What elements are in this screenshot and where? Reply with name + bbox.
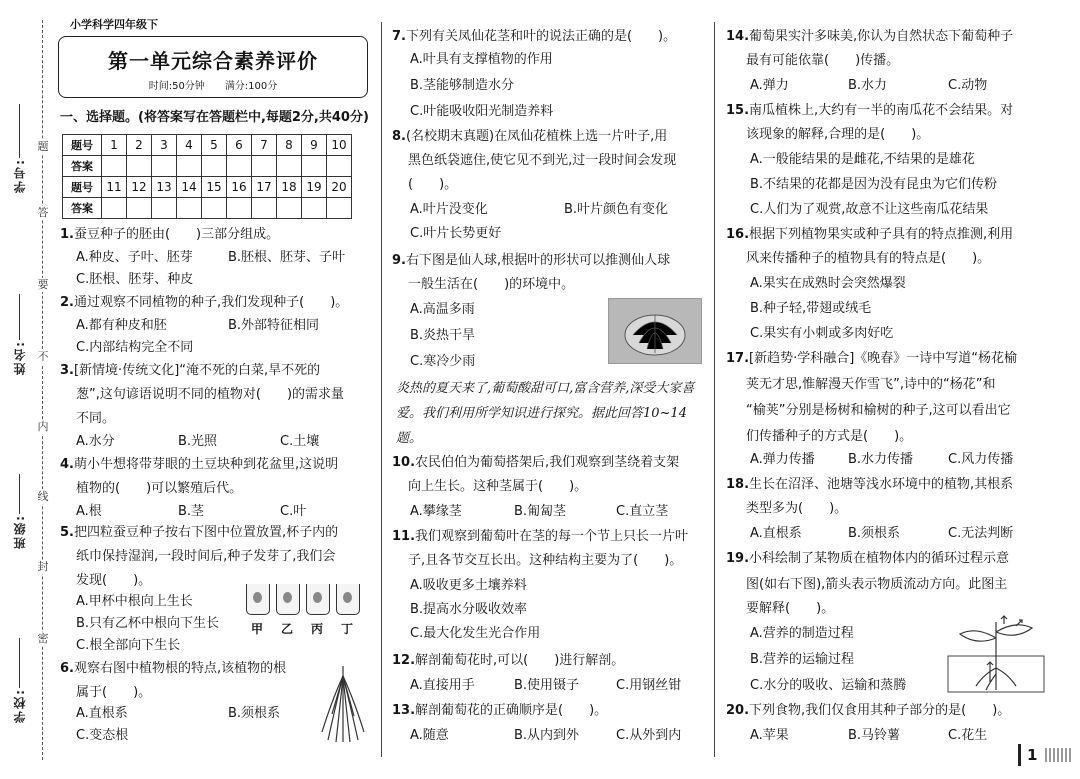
column-divider xyxy=(714,22,715,757)
seal-line xyxy=(42,20,43,760)
option-a[interactable]: A.叶具有支撑植物的作用 xyxy=(410,52,553,67)
answer-cell[interactable] xyxy=(127,198,152,219)
title-box xyxy=(58,36,368,98)
section-heading: 一、选择题。(将答案写在答题栏中,每题2分,共40分) xyxy=(60,110,369,125)
table-cell: 4 xyxy=(177,135,202,156)
plant-cycle-diagram xyxy=(946,612,1046,694)
page-title: 第一单元综合素养评价 xyxy=(108,49,318,73)
option-c[interactable]: C.胚根、胚芽、种皮 xyxy=(76,272,194,287)
option-a[interactable]: A.一般能结果的是雌花,不结果的是雄花 xyxy=(750,152,975,167)
seal-char: 不 xyxy=(37,350,49,363)
option-c[interactable]: C.风力传播 xyxy=(948,452,1014,467)
option-c[interactable]: C.直立茎 xyxy=(616,504,669,519)
question-11-line: 子,且各节交互长出。这种结构主要为了( )。 xyxy=(408,553,683,568)
option-c[interactable]: C.动物 xyxy=(948,78,988,93)
question-9: 9.右下图是仙人球,根据叶的形状可以推测仙人球 xyxy=(392,253,671,268)
cup-label: 甲 xyxy=(250,622,263,636)
cup-label: 乙 xyxy=(280,622,293,636)
answer-cell[interactable] xyxy=(102,198,127,219)
option-a[interactable]: A.随意 xyxy=(410,728,449,743)
option-b[interactable]: B.叶片颜色有变化 xyxy=(564,202,669,217)
option-a[interactable]: A.种皮、子叶、胚芽 xyxy=(76,250,193,265)
question-5-line: 纸巾保持湿润,一段时间后,种子发芽了,我们会 xyxy=(76,549,336,564)
table-cell: 15 xyxy=(202,177,227,198)
option-a[interactable]: A.都有种皮和胚 xyxy=(76,318,167,333)
option-a[interactable]: A.果实在成熟时会突然爆裂 xyxy=(750,276,906,291)
table-cell: 17 xyxy=(252,177,277,198)
table-row xyxy=(63,156,352,177)
cup-icon xyxy=(246,584,270,615)
question-7: 7.下列有关凤仙花茎和叶的说法正确的是( )。 xyxy=(392,29,677,44)
table-cell: 7 xyxy=(252,135,277,156)
table-header: 答案 xyxy=(63,156,102,177)
student-id-field: 学号: xyxy=(8,100,30,193)
question-6: 6.观察右图中植物根的特点,该植物的根 xyxy=(60,661,287,676)
option-c[interactable]: C.人们为了观赏,故意不让这些南瓜花结果 xyxy=(750,202,989,217)
question-3: 3.[新情境·传统文化]“淹不死的白菜,旱不死的 xyxy=(60,363,321,378)
table-header: 题号 xyxy=(63,135,102,156)
option-b[interactable]: B.水力传播 xyxy=(848,452,914,467)
school-field: 学校: xyxy=(8,634,30,723)
seal-char: 要 xyxy=(37,278,49,291)
table-row xyxy=(63,177,352,198)
answer-cell[interactable] xyxy=(302,156,327,177)
table-header: 题号 xyxy=(63,177,102,198)
question-8-line: ( )。 xyxy=(408,177,458,192)
option-c[interactable]: C.叶片长势更好 xyxy=(410,226,502,241)
option-b[interactable]: B.提高水分吸收效率 xyxy=(410,602,528,617)
question-12: 12.解剖葡萄花时,可以( )进行解剖。 xyxy=(392,653,625,668)
answer-cell[interactable] xyxy=(102,156,127,177)
table-cell: 2 xyxy=(127,135,152,156)
option-c[interactable]: C.用钢丝钳 xyxy=(616,678,682,693)
question-3-line: 不同。 xyxy=(76,411,116,426)
answer-cell[interactable] xyxy=(277,156,302,177)
table-cell: 9 xyxy=(302,135,327,156)
cup-icon xyxy=(336,584,360,615)
option-b[interactable]: B.炎热干旱 xyxy=(410,328,476,343)
question-1: 1.蚕豆种子的胚由( )三部分组成。 xyxy=(60,227,280,242)
table-cell: 6 xyxy=(227,135,252,156)
option-b[interactable]: B.种子轻,带翅或绒毛 xyxy=(750,301,872,316)
answer-cell[interactable] xyxy=(277,198,302,219)
option-c[interactable]: C.叶能吸收阳光制造养料 xyxy=(410,104,554,119)
option-b[interactable]: B.只有乙杯中根向下生长 xyxy=(76,616,220,631)
answer-cell[interactable] xyxy=(202,198,227,219)
option-a[interactable]: A.苹果 xyxy=(750,728,789,743)
option-a[interactable]: A.吸收更多土壤养料 xyxy=(410,578,527,593)
answer-cell[interactable] xyxy=(152,156,177,177)
option-a[interactable]: A.水分 xyxy=(76,434,115,449)
question-17-line: 们传播种子的方式是( )。 xyxy=(746,429,913,444)
cactus-image xyxy=(608,298,702,364)
score-label: 满分:100分 xyxy=(224,81,278,92)
question-17-line: “榆荚”分别是杨树和榆树的种子,这可以看出它 xyxy=(746,403,1011,418)
option-c[interactable]: C.内部结构完全不同 xyxy=(76,340,194,355)
option-b[interactable]: B.从内到外 xyxy=(514,728,580,743)
answer-cell[interactable] xyxy=(327,156,352,177)
question-4-line: 植物的( )可以繁殖后代。 xyxy=(76,481,243,496)
question-13: 13.解剖葡萄花的正确顺序是( )。 xyxy=(392,703,608,718)
question-10-line: 向上生长。这种茎属于( )。 xyxy=(408,479,588,494)
question-14-line: 最有可能依靠( )传播。 xyxy=(746,53,900,68)
option-a[interactable]: A.甲杯中根向上生长 xyxy=(76,594,193,609)
table-row xyxy=(63,198,352,219)
question-10: 10.农民伯伯为葡萄搭架后,我们观察到茎绕着支架 xyxy=(392,455,680,470)
option-a[interactable]: A.高温多雨 xyxy=(410,302,475,317)
option-b[interactable]: B.匍匐茎 xyxy=(514,504,567,519)
option-a[interactable]: A.直根系 xyxy=(76,706,128,721)
option-c[interactable]: C.水分的吸收、运输和蒸腾 xyxy=(750,678,907,693)
reading-passage: 炎热的夏天来了,葡萄酸甜可口,富含营养,深受大家喜爱。我们利用所学知识进行探究。据此回答10~14题。 xyxy=(396,381,695,446)
option-c[interactable]: C.土壤 xyxy=(280,434,320,449)
answer-cell[interactable] xyxy=(327,198,352,219)
table-cell: 18 xyxy=(277,177,302,198)
option-c[interactable]: C.寒冷少雨 xyxy=(410,354,476,369)
answer-cell[interactable] xyxy=(252,156,277,177)
option-a[interactable]: A.根 xyxy=(76,504,102,519)
table-row xyxy=(63,135,352,156)
course-label: 小学科学四年级下 xyxy=(70,18,158,31)
question-5: 5.把四粒蚕豆种子按右下图中位置放置,杯子内的 xyxy=(60,525,339,540)
seed-cups-figure xyxy=(246,584,366,640)
question-4: 4.萌小牛想将带芽眼的土豆块种到花盆里,这说明 xyxy=(60,457,339,472)
question-6-line: 属于( )。 xyxy=(76,685,152,700)
table-cell: 19 xyxy=(302,177,327,198)
barcode-icon xyxy=(1045,748,1073,762)
exam-meta xyxy=(59,77,367,92)
option-c[interactable]: C.从外到内 xyxy=(616,728,682,743)
table-cell: 12 xyxy=(127,177,152,198)
answer-cell[interactable] xyxy=(177,156,202,177)
seal-char: 线 xyxy=(37,490,49,503)
binding-strip xyxy=(0,0,58,779)
question-18: 18.生长在沼泽、池塘等浅水环境中的植物,其根系 xyxy=(726,477,1014,492)
cup-label: 丁 xyxy=(340,622,353,636)
cup-icon xyxy=(306,584,330,615)
option-c[interactable]: C.根全部向下生长 xyxy=(76,638,181,653)
table-cell: 13 xyxy=(152,177,177,198)
fibrous-root-image xyxy=(318,664,368,744)
option-b[interactable]: B.须根系 xyxy=(848,526,901,541)
page-number: 1 xyxy=(1018,744,1067,766)
option-c[interactable]: C.叶 xyxy=(280,504,307,519)
question-8: 8.(名校期末真题)在凤仙花植株上选一片叶子,用 xyxy=(392,129,668,144)
option-c[interactable]: C.最大化发生光合作用 xyxy=(410,626,541,641)
cup-icon xyxy=(276,584,300,615)
question-17: 17.[新趋势·学科融合]《晚春》一诗中写道“杨花榆 xyxy=(726,351,1018,366)
seal-char: 密 xyxy=(37,632,49,645)
answer-cell[interactable] xyxy=(152,198,177,219)
seal-char: 题 xyxy=(37,140,49,153)
question-3-line: 葱”,这句谚语说明不同的植物对( )的需求量 xyxy=(76,387,345,402)
table-cell: 5 xyxy=(202,135,227,156)
table-cell: 20 xyxy=(327,177,352,198)
question-20: 20.下列食物,我们仅食用其种子部分的是( )。 xyxy=(726,703,1011,718)
option-b[interactable]: B.茎能够制造水分 xyxy=(410,78,515,93)
answer-cell[interactable] xyxy=(202,156,227,177)
question-15: 15.南瓜植株上,大约有一半的南瓜花不会结果。对 xyxy=(726,103,1014,118)
option-b[interactable]: B.光照 xyxy=(178,434,218,449)
option-a[interactable]: A.营养的制造过程 xyxy=(750,626,854,641)
class-field: 班级: xyxy=(8,470,30,549)
question-14: 14.葡萄果实汁多味美,你认为自然状态下葡萄种子 xyxy=(726,29,1014,44)
option-b[interactable]: B.须根系 xyxy=(228,706,281,721)
question-2: 2.通过观察不同植物的种子,我们发现种子( )。 xyxy=(60,295,349,310)
answer-table xyxy=(62,134,352,219)
option-b[interactable]: B.水力 xyxy=(848,78,888,93)
seal-char: 内 xyxy=(37,420,49,433)
question-19-line: 要解释( )。 xyxy=(746,601,835,616)
question-9-line: 一般生活在( )的环境中。 xyxy=(408,277,575,292)
table-cell: 10 xyxy=(327,135,352,156)
answer-cell[interactable] xyxy=(252,198,277,219)
answer-cell[interactable] xyxy=(302,198,327,219)
question-8-line: 黑色纸袋遮住,使它见不到光,过一段时间会发现 xyxy=(408,153,677,168)
table-cell: 8 xyxy=(277,135,302,156)
option-b[interactable]: B.不结果的花都是因为没有昆虫为它们传粉 xyxy=(750,177,998,192)
question-17-line: 荚无才思,惟解漫天作雪飞”,诗中的“杨花”和 xyxy=(746,377,996,392)
question-11: 11.我们观察到葡萄叶在茎的每一个节上只长一片叶 xyxy=(392,529,689,544)
table-cell: 16 xyxy=(227,177,252,198)
question-19: 19.小科绘制了某物质在植物体内的循环过程示意 xyxy=(726,551,1010,566)
column-divider xyxy=(381,22,382,757)
option-c[interactable]: C.花生 xyxy=(948,728,988,743)
table-cell: 3 xyxy=(152,135,177,156)
option-a[interactable]: A.叶片没变化 xyxy=(410,202,488,217)
question-5-line: 发现( )。 xyxy=(76,573,152,588)
option-b[interactable]: B.茎 xyxy=(178,504,205,519)
question-18-line: 类型多为( )。 xyxy=(746,501,848,516)
option-a[interactable]: A.攀缘茎 xyxy=(410,504,462,519)
option-c[interactable]: C.无法判断 xyxy=(948,526,1014,541)
seal-char: 答 xyxy=(37,206,49,219)
option-c[interactable]: C.变态根 xyxy=(76,728,129,743)
table-cell: 1 xyxy=(102,135,127,156)
option-a[interactable]: A.直根系 xyxy=(750,526,802,541)
question-16: 16.根据下列植物果实或种子具有的特点推测,利用 xyxy=(726,227,1014,242)
option-a[interactable]: A.弹力传播 xyxy=(750,452,815,467)
option-b[interactable]: B.使用镊子 xyxy=(514,678,580,693)
table-cell: 11 xyxy=(102,177,127,198)
answer-cell[interactable] xyxy=(227,156,252,177)
table-cell: 14 xyxy=(177,177,202,198)
cup-label: 丙 xyxy=(310,622,323,636)
time-label: 时间:50分钟 xyxy=(148,81,205,92)
question-16-line: 风来传播种子的植物具有的特点是( )。 xyxy=(746,251,991,266)
student-name-field: 姓名: xyxy=(8,290,30,375)
option-b[interactable]: B.营养的运输过程 xyxy=(750,652,855,667)
answer-cell[interactable] xyxy=(227,198,252,219)
answer-cell[interactable] xyxy=(177,198,202,219)
option-c[interactable]: C.果实有小刺或多肉好吃 xyxy=(750,326,894,341)
table-header: 答案 xyxy=(63,198,102,219)
answer-cell[interactable] xyxy=(127,156,152,177)
option-b[interactable]: B.马铃薯 xyxy=(848,728,901,743)
question-15-line: 该现象的解释,合理的是( )。 xyxy=(746,127,930,142)
option-b[interactable]: B.胚根、胚芽、子叶 xyxy=(228,250,346,265)
question-19-line: 图(如右下图),箭头表示物质流动方向。此图主 xyxy=(746,577,1008,592)
seal-char: 封 xyxy=(37,560,49,573)
option-a[interactable]: A.弹力 xyxy=(750,78,789,93)
option-a[interactable]: A.直接用手 xyxy=(410,678,475,693)
option-b[interactable]: B.外部特征相同 xyxy=(228,318,320,333)
